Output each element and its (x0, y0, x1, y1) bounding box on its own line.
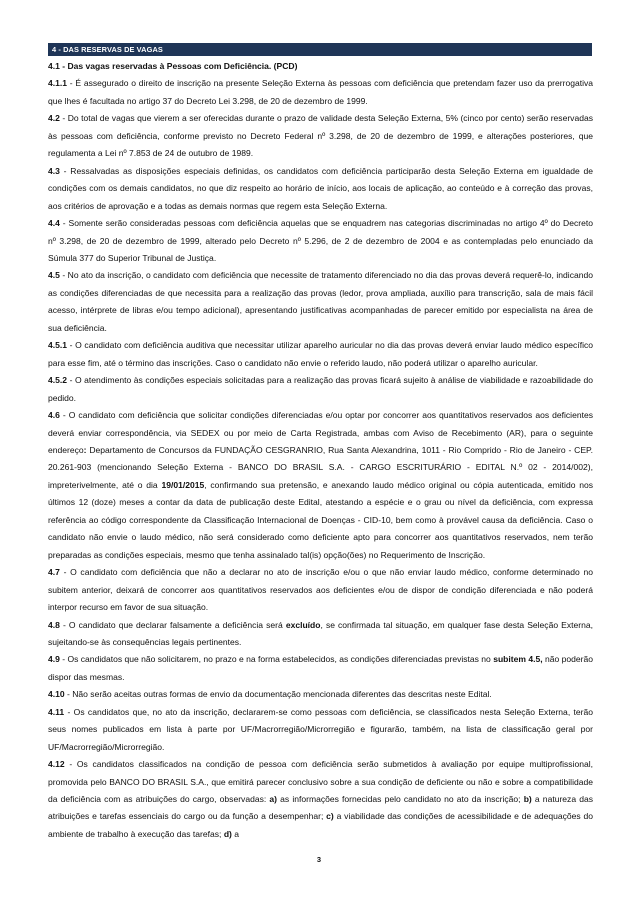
text-run: não poderão dispor das mesmas. (48, 654, 593, 682)
bold-text: 4.4 (48, 218, 60, 229)
bold-text: : (83, 444, 90, 455)
text-run: as informações fornecidas pelo candidato no ato da inscrição; (277, 794, 524, 805)
paragraph (48, 617, 593, 652)
bold-text: 4.2 (48, 113, 60, 124)
text-run: - Os candidatos que, no ato da inscrição, declararem-se como pessoas com deficiência, se classificados nesta Seleção Externa, terão seus nomes publicados em lista à parte por UF/Macrorregião/Microrregião e figurarão, também, na lista de classificação geral por UF/Macrorregião/Microrregião. (48, 706, 593, 752)
bold-text: a) (269, 794, 277, 805)
paragraph (48, 686, 593, 703)
bold-text: d) (223, 828, 232, 839)
text-run: - O candidato com deficiência que não a declarar no ato de inscrição e/ou o que não enviar laudo médico, conforme determinado no subitem anterior, deixará de concorrer aos quantitativos reservados aos deficientes e/ou de dispor de condição diferenciada e não poderá interpor recurso em favor de sua situação. (48, 567, 593, 613)
bold-text: 4.7 (48, 567, 60, 578)
paragraph (48, 756, 593, 843)
bold-text: 4.11 (48, 706, 65, 717)
text-run: a (231, 828, 240, 839)
paragraph (48, 110, 593, 162)
text-run: - Não serão aceitas outras formas de envio da documentação mencionada diferentes das descritas neste Edital. (64, 689, 492, 700)
paragraph (48, 337, 593, 372)
paragraph (48, 372, 593, 407)
text-run: - É assegurado o direito de inscrição na presente Seleção Externa às pessoas com deficiência que pretendam fazer uso da prerrogativa que lhes é facultada no artigo 37 do Decreto Lei 3.298, de 20 de dezembro de 1999. (48, 78, 593, 106)
paragraph (48, 163, 593, 215)
bold-text: 4.12 (48, 759, 65, 770)
text-run: a viabilidade das condições de acessibilidade e de adequações do ambiente de trabalho à execução das tarefas; (48, 811, 593, 839)
text-run: - Ressalvadas as disposições especiais definidas, os candidatos com deficiência participarão desta Seleção Externa em igualdade de condições com os demais candidatos, no que diz respeito ao horário de início, aos locais de aplicação, ao conteúdo e à correção das provas, aos critérios de aprovação e a todas as demais normas que regem esta Seleção Externa. (48, 165, 593, 211)
text-run: - O candidato com deficiência auditiva que necessitar utilizar aparelho auricular no dia das provas deverá enviar laudo médico específico para esse fim, até o término das inscrições. Caso o candidato não envie o referido laudo, não poderá utilizar o aparelho auricular. (48, 340, 593, 368)
bold-text: 4.3 (48, 165, 60, 176)
text-run: - O atendimento às condições especiais solicitadas para a realização das provas ficará sujeito à análise de viabilidade e razoabilidade do pedido. (48, 375, 593, 403)
text-run: - O candidato com deficiência que solicitar condições diferenciadas e/ou optar por concorrer aos quantitativos reservados aos deficientes deverá enviar correspondência, via SEDEX ou por meio de Carta Registrada, ambas com Aviso de Recebimento (AR), para o seguinte endereço (48, 410, 593, 455)
text-run: - Os candidatos classificados na condição de pessoa com deficiência serão submetidos à avaliação por equipe multiprofissional, promovida pelo BANCO DO BRASIL S.A., que emitirá parecer conclusivo sobre a sua condição de deficiente ou não e sobre a compatibilidade da deficiência com as atribuições do cargo, observadas: (48, 759, 593, 805)
bold-text: 4.6 (48, 410, 60, 421)
page-number: 3 (316, 855, 322, 864)
document-body (48, 58, 593, 843)
bold-text: 19/01/2015 (161, 479, 205, 490)
paragraph (48, 75, 593, 110)
text-run: a natureza das atribuições e tarefas essenciais do cargo ou da função a desempenhar; (48, 794, 593, 822)
paragraph (48, 267, 593, 337)
paragraph (48, 651, 593, 686)
text-run: - Do total de vagas que vierem a ser oferecidas durante o prazo de validade desta Seleção Externa, 5% (cinco por cento) serão reservadas às pessoas com deficiência, conforme previsto no Decreto Federal nº 3.298, de 20 de dezembro de 1999, e alterações posteriores, que regulamenta a Lei nº 7.853 de 24 de outubro de 1989. (48, 113, 593, 159)
text-run: - Somente serão consideradas pessoas com deficiência aquelas que se enquadrem nas categorias discriminadas no artigo 4º do Decreto nº 3.298, de 20 de dezembro de 1999, alterado pelo Decreto nº 5.296, de 2 de dezembro de 2004 e as contempladas pelo enunciado da Súmula 377 do Superior Tribunal de Justiça. (48, 218, 593, 263)
text-run: - Os candidatos que não solicitarem, no prazo e na forma estabelecidos, as condições diferenciadas previstas no (59, 654, 494, 665)
bold-text: excluído (285, 619, 321, 630)
bold-text: subitem 4.5, (493, 654, 543, 665)
section-header: 4 - DAS RESERVAS DE VAGAS (48, 43, 592, 56)
bold-text: 4.5.2 (48, 375, 68, 386)
bold-text: 4.1.1 (48, 78, 68, 89)
text-run: , se confirmada tal situação, em qualquer fase desta Seleção Externa, sujeitando-se às consequências legais pertinentes. (48, 619, 593, 647)
paragraph (48, 215, 593, 267)
paragraph (48, 58, 593, 75)
bold-text: 4.8 (48, 619, 60, 630)
bold-text: 4.10 (48, 689, 65, 700)
text-run: - O candidato que declarar falsamente a deficiência será (59, 619, 286, 630)
bold-text: 4.5.1 (48, 340, 68, 351)
bold-text: b) (523, 794, 532, 805)
bold-text: c) (326, 811, 334, 822)
text-run: , confirmando sua pretensão, e anexando laudo médico original ou cópia autenticada, emitido nos últimos 12 (doze) meses a contar da data de publicação deste Edital, atestando a espécie e o grau ou nível da deficiência, com expressa referência ao código correspondente da Classificação Internacional de Doenças - CID-10, bem como à provável causa da deficiência. Caso o candidato não envie o laudo médico, não será considerado como deficiente apto para concorrer aos quantitativos reservados, nem terão preparadas as condições especiais, mesmo que tenha assinalado tal(is) opção(ões) no Requerimento de Inscrição. (48, 479, 594, 560)
text-run: - No ato da inscrição, o candidato com deficiência que necessite de tratamento diferenciado no dia das provas deverá requerê-lo, indicando as condições diferenciadas de que necessita para a realização das provas (ledor, prova ampliada, auxílio para transcrição, sala de mais fácil acesso, intérprete de libras e/ou tempo adicional), apresentando justificativas acompanhadas de parecer emitido por especialista na área de sua deficiência. (48, 270, 593, 333)
paragraph (48, 704, 593, 756)
paragraph (48, 407, 593, 564)
bold-text: 4.5 (48, 270, 60, 281)
text-run: Departamento de Concursos da FUNDAÇÃO CESGRANRIO, Rua Santa Alexandrina, 1011 - Rio Comprido - Rio de Janeiro - CEP. 20.261-903 (mencionando Seleção Externa - BANCO DO BRASIL S.A. - CARGO ESCRITURÁRIO - EDITAL N.º 02 - 2014/002), impreterivelmente, até o dia (48, 444, 593, 490)
bold-text: 4.9 (48, 654, 60, 665)
bold-text: 4.1 - Das vagas reservadas à Pessoas com Deficiência. (PCD) (48, 61, 298, 71)
paragraph (48, 564, 593, 616)
